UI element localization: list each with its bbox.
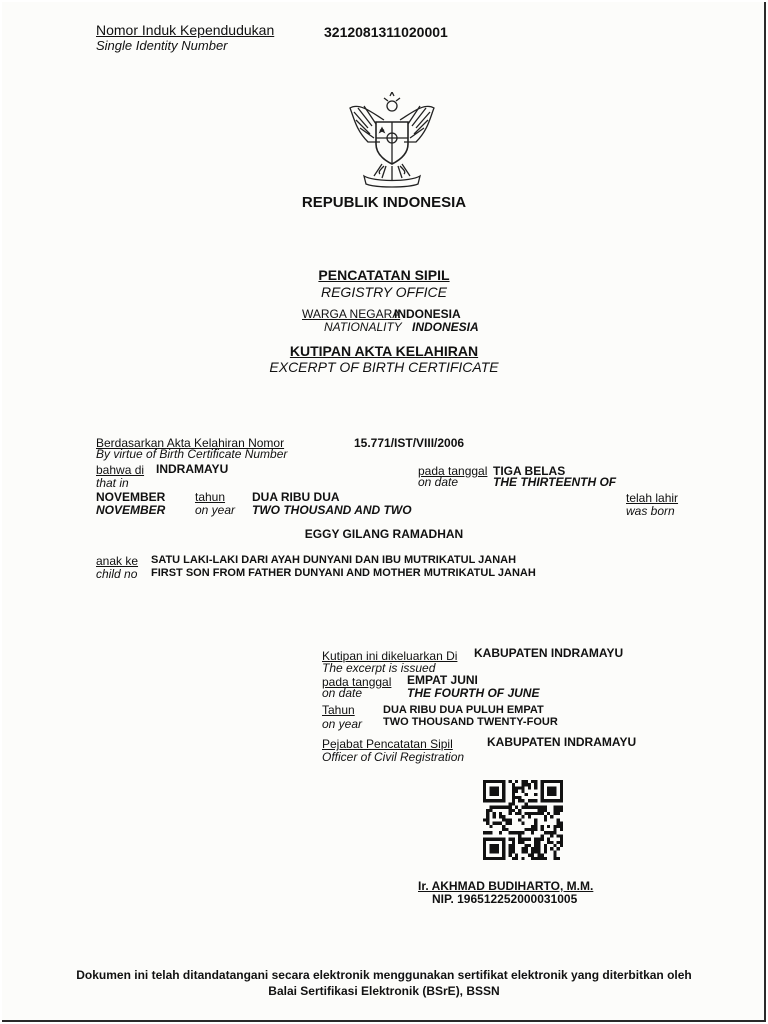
basis-value: 15.771/IST/VIII/2006 [354, 436, 465, 450]
issue-year-label-en: on year [322, 717, 363, 731]
birth-date-label-en: on date [418, 475, 459, 489]
birth-year-label: tahun [195, 490, 226, 504]
nik-label: Nomor Induk Kependudukan [96, 22, 275, 38]
footer-line-2: Balai Sertifikasi Elektronik (BSrE), BSSN [268, 984, 500, 998]
issued-label-en: The excerpt is issued [322, 661, 436, 675]
officer-label: Pejabat Pencatatan Sipil [322, 737, 453, 751]
basis-label: Berdasarkan Akta Kelahiran Nomor [96, 436, 285, 450]
issue-date-label: pada tanggal [322, 675, 392, 689]
country-title: REPUBLIK INDONESIA [301, 194, 467, 211]
office-title: PENCATATAN SIPIL [318, 267, 450, 283]
child-no-label: anak ke [96, 554, 139, 568]
place-label: bahwa di [96, 463, 145, 477]
basis-label-en: By virtue of Birth Certificate Number [96, 447, 288, 461]
born-label-en: was born [626, 504, 675, 518]
garuda-emblem-icon [344, 92, 440, 188]
nationality-label: WARGA NEGARA [302, 307, 401, 321]
birth-year-label-en: on year [195, 503, 236, 517]
footer-line-1: Dokumen ini telah ditandatangani secara elektronik menggunakan sertifikat elektronik yang diterbitkan oleh [76, 968, 692, 982]
nik-value: 3212081311020001 [324, 24, 448, 40]
born-label: telah lahir [626, 491, 679, 505]
issue-year-value: DUA RIBU DUA PULUH EMPAT [383, 704, 544, 716]
issue-year-value-en: TWO THOUSAND TWENTY-FOUR [383, 716, 558, 728]
place-value: INDRAMAYU [156, 462, 229, 476]
birth-year-value-en: TWO THOUSAND AND TWO [252, 503, 412, 517]
qr-code-icon [483, 780, 563, 860]
officer-value: KABUPATEN INDRAMAYU [487, 735, 637, 749]
issue-date-value: EMPAT JUNI [407, 673, 478, 687]
nik-label-en: Single Identity Number [96, 38, 228, 53]
nationality-value: INDONESIA [394, 307, 461, 321]
birth-date-value-en: THE THIRTEENTH OF [493, 475, 617, 489]
child-no-value: SATU LAKI-LAKI DARI AYAH DUNYANI DAN IBU MUTRIKATUL JANAH [151, 554, 517, 566]
birth-date-label: pada tanggal [418, 464, 488, 478]
issue-date-label-en: on date [322, 686, 363, 700]
issued-label: Kutipan ini dikeluarkan Di [322, 649, 458, 663]
birth-month-value: NOVEMBER [96, 490, 166, 504]
issue-year-label: Tahun [322, 703, 355, 717]
place-label-en: that in [96, 476, 129, 490]
signatory-name: Ir. AKHMAD BUDIHARTO, M.M. [418, 879, 594, 893]
child-name: EGGY GILANG RAMADHAN [304, 527, 464, 541]
nationality-value-en: INDONESIA [412, 320, 479, 334]
birth-month-value-en: NOVEMBER [96, 503, 166, 517]
nationality-label-en: NATIONALITY [324, 320, 402, 334]
issued-value: KABUPATEN INDRAMAYU [474, 646, 624, 660]
signatory-nip: NIP. 196512252000031005 [432, 892, 578, 906]
officer-label-en: Officer of Civil Registration [322, 750, 465, 764]
office-title-en: REGISTRY OFFICE [320, 284, 447, 300]
issue-date-value-en: THE FOURTH OF JUNE [407, 686, 540, 700]
document-title-en: EXCERPT OF BIRTH CERTIFICATE [269, 359, 499, 375]
child-no-value-en: FIRST SON FROM FATHER DUNYANI AND MOTHER MUTRIKATUL JANAH [151, 567, 536, 579]
birth-year-value: DUA RIBU DUA [252, 490, 340, 504]
child-no-label-en: child no [96, 567, 138, 581]
birth-date-value: TIGA BELAS [493, 464, 566, 478]
document-title: KUTIPAN AKTA KELAHIRAN [289, 343, 479, 359]
